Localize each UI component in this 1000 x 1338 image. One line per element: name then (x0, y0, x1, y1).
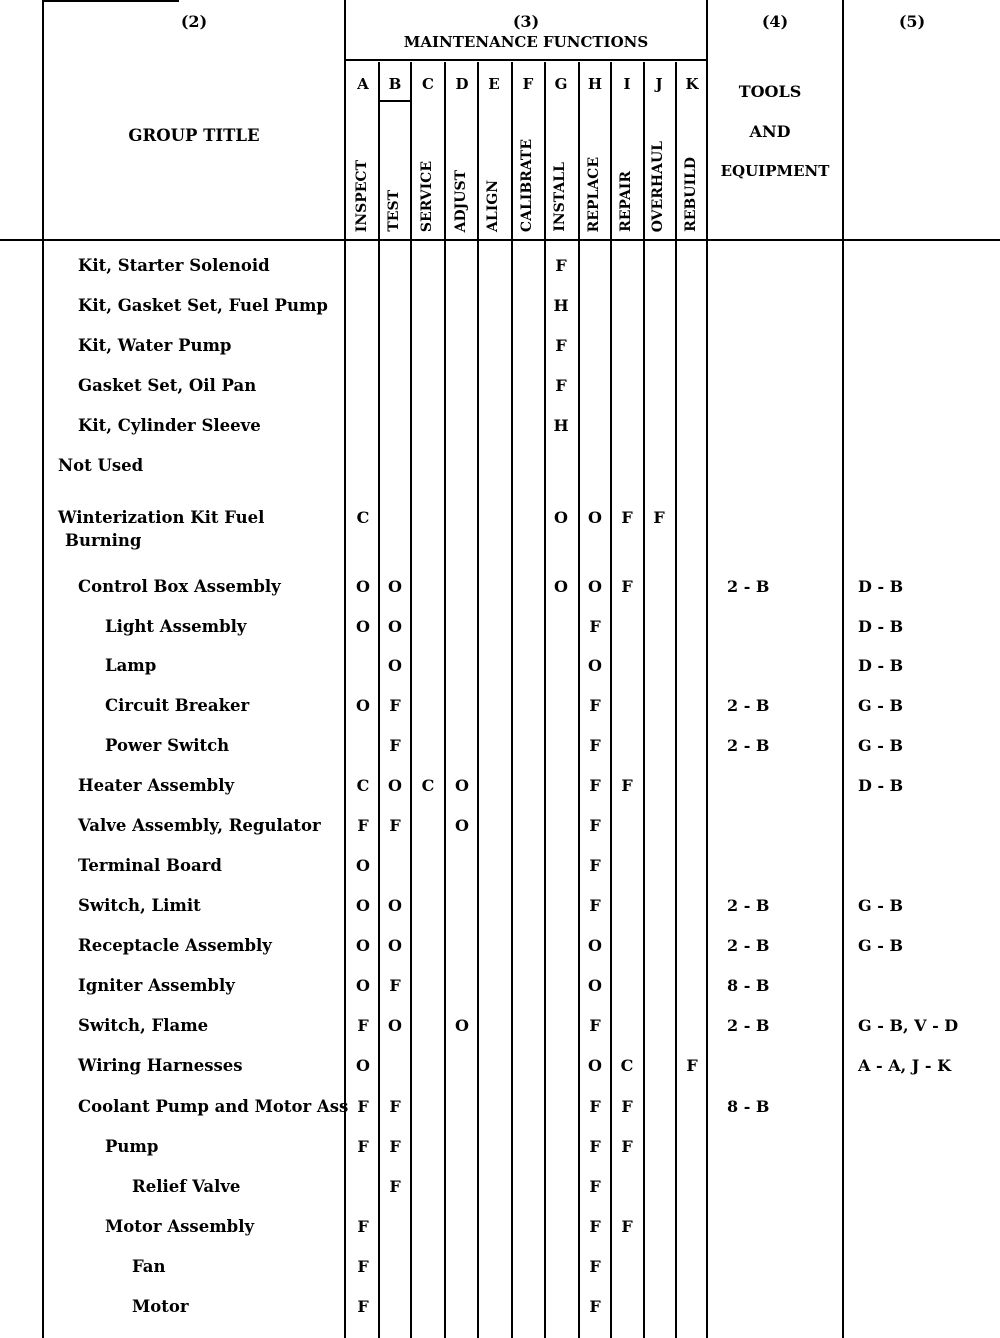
maintenance-code: F (389, 816, 401, 835)
col3-title: MAINTENANCE FUNCTIONS (403, 33, 649, 51)
maintenance-code: F (621, 577, 633, 596)
group-title: Lamp (105, 656, 157, 675)
maintenance-code: F (389, 1177, 401, 1196)
maintenance-code: F (389, 696, 401, 715)
function-name-repair: REPAIR (618, 171, 634, 232)
maintenance-code: O (356, 856, 370, 875)
tools-code: 2 - B (727, 1016, 770, 1035)
remarks-code: G - B (858, 696, 903, 715)
group-title: Valve Assembly, Regulator (78, 816, 321, 835)
function-letter: H (587, 75, 603, 93)
maintenance-code: O (356, 936, 370, 955)
maintenance-code: F (621, 1097, 633, 1116)
function-name-adjust: ADJUST (453, 169, 469, 232)
maintenance-code: O (588, 577, 602, 596)
remarks-code: A - A, J - K (858, 1056, 952, 1075)
maintenance-code: F (555, 336, 567, 355)
maintenance-code: F (389, 1137, 401, 1156)
group-title: Kit, Starter Solenoid (78, 256, 270, 275)
function-name-service: SERVICE (419, 160, 435, 232)
maintenance-code: F (357, 1016, 369, 1035)
col4-left-border (706, 0, 708, 1338)
group-title: Not Used (58, 456, 144, 475)
function-column-divider (643, 62, 645, 1338)
group-title: Terminal Board (78, 856, 222, 875)
col3-left-border (344, 0, 346, 1338)
maintenance-code: O (356, 1056, 370, 1075)
function-name-inspect: INSPECT (354, 159, 370, 232)
col4-title-line3: EQUIPMENT (720, 162, 830, 180)
maintenance-code: O (554, 508, 568, 527)
maintenance-code: O (356, 696, 370, 715)
maintenance-code: F (389, 976, 401, 995)
tools-code: 2 - B (727, 577, 770, 596)
group-title: Motor (132, 1297, 189, 1316)
function-name-rebuild: REBUILD (683, 157, 699, 232)
maintenance-code: F (589, 1257, 601, 1276)
group-title-continuation: Burning (65, 531, 142, 550)
maintenance-code: F (589, 1297, 601, 1316)
tools-code: 8 - B (727, 1097, 770, 1116)
maintenance-code: O (388, 896, 402, 915)
group-title: Motor Assembly (105, 1217, 255, 1236)
function-column-divider (444, 62, 446, 1338)
maintenance-code: F (589, 1097, 601, 1116)
remarks-code: D - B (858, 617, 904, 636)
group-title: Power Switch (105, 736, 230, 755)
maintenance-code: O (455, 816, 469, 835)
maintenance-code: O (588, 936, 602, 955)
maintenance-code: C (356, 508, 370, 527)
maintenance-code: O (455, 1016, 469, 1035)
group-title: Receptacle Assembly (78, 936, 272, 955)
maintenance-code: O (554, 577, 568, 596)
maintenance-code: F (589, 1217, 601, 1236)
group-title: Kit, Water Pump (78, 336, 232, 355)
col2-number: (2) (180, 12, 208, 31)
group-title: Pump (105, 1137, 159, 1156)
function-name-test: TEST (386, 190, 402, 232)
maintenance-code: O (388, 1016, 402, 1035)
col3-number: (3) (512, 12, 540, 31)
maintenance-code: F (621, 776, 633, 795)
top-rule-stub (42, 0, 179, 2)
maintenance-code: F (589, 1137, 601, 1156)
maintenance-code: F (389, 736, 401, 755)
col4-title-line2: AND (749, 122, 791, 141)
letter-row-rule (378, 100, 410, 102)
group-title: Kit, Cylinder Sleeve (78, 416, 261, 435)
maintenance-code: O (388, 776, 402, 795)
maintenance-code: F (357, 1217, 369, 1236)
function-letter: F (522, 75, 534, 93)
group-title: Kit, Gasket Set, Fuel Pump (78, 296, 328, 315)
maintenance-code: F (589, 896, 601, 915)
group-title: Heater Assembly (78, 776, 235, 795)
maintenance-code: C (620, 1056, 634, 1075)
maintenance-code: O (388, 617, 402, 636)
function-letter: E (488, 75, 500, 93)
function-column-divider (477, 62, 479, 1338)
maintenance-code: F (357, 1097, 369, 1116)
maintenance-code: F (589, 696, 601, 715)
group-title: Igniter Assembly (78, 976, 235, 995)
maintenance-code: F (589, 776, 601, 795)
maintenance-code: C (421, 776, 435, 795)
tools-code: 2 - B (727, 936, 770, 955)
maintenance-code: O (356, 976, 370, 995)
function-column-divider (511, 62, 513, 1338)
remarks-code: G - B, V - D (858, 1016, 959, 1035)
remarks-code: D - B (858, 577, 904, 596)
maintenance-code: O (356, 577, 370, 596)
maintenance-code: F (589, 1016, 601, 1035)
group-title: Wiring Harnesses (78, 1056, 243, 1075)
col2-left-border (42, 0, 44, 1338)
tools-code: 2 - B (727, 896, 770, 915)
col5-number: (5) (898, 12, 926, 31)
group-title: Relief Valve (132, 1177, 241, 1196)
maintenance-code: F (357, 1137, 369, 1156)
group-title: Gasket Set, Oil Pan (78, 376, 257, 395)
maintenance-code: H (553, 416, 569, 435)
maintenance-code: F (589, 856, 601, 875)
group-title: Circuit Breaker (105, 696, 250, 715)
remarks-code: G - B (858, 736, 903, 755)
maintenance-code: O (356, 617, 370, 636)
maintenance-code: O (356, 896, 370, 915)
maintenance-code: F (357, 1257, 369, 1276)
maintenance-code: F (589, 816, 601, 835)
function-letter: A (357, 75, 369, 93)
group-title: Switch, Limit (78, 896, 201, 915)
remarks-code: D - B (858, 776, 904, 795)
function-name-overhaul: OVERHAUL (650, 140, 666, 232)
maintenance-code: F (621, 1137, 633, 1156)
maintenance-code: O (388, 656, 402, 675)
maintenance-code: F (589, 617, 601, 636)
group-title: Switch, Flame (78, 1016, 209, 1035)
maintenance-code: F (357, 1297, 369, 1316)
function-letter: D (455, 75, 469, 93)
col4-title-line1: TOOLS (738, 82, 802, 101)
col2-title: GROUP TITLE (128, 126, 260, 145)
maintenance-subheader-rule (346, 59, 708, 61)
function-name-replace: REPLACE (586, 156, 602, 232)
tools-code: 2 - B (727, 696, 770, 715)
function-column-divider (675, 62, 677, 1338)
maintenance-code: O (588, 508, 602, 527)
group-title: Light Assembly (105, 617, 247, 636)
group-title: Control Box Assembly (78, 577, 281, 596)
maintenance-code: H (553, 296, 569, 315)
function-name-install: INSTALL (552, 162, 568, 232)
maintenance-code: F (686, 1056, 698, 1075)
function-letter: J (655, 75, 663, 93)
function-letter: C (422, 75, 434, 93)
col5-left-border (842, 0, 844, 1338)
maintenance-code: O (388, 577, 402, 596)
function-column-divider (410, 62, 412, 1338)
tools-code: 8 - B (727, 976, 770, 995)
maintenance-code: O (588, 1056, 602, 1075)
maintenance-code: O (588, 976, 602, 995)
col4-number: (4) (761, 12, 789, 31)
maintenance-code: F (389, 1097, 401, 1116)
function-letter: B (388, 75, 402, 93)
maintenance-code: F (621, 1217, 633, 1236)
maintenance-code: F (589, 1177, 601, 1196)
function-letter: K (685, 75, 699, 93)
maintenance-code: F (555, 256, 567, 275)
function-letter: G (554, 75, 568, 93)
group-title: Fan (132, 1257, 166, 1276)
function-letter: I (623, 75, 631, 93)
function-column-divider (544, 62, 546, 1338)
remarks-code: G - B (858, 896, 903, 915)
remarks-code: D - B (858, 656, 904, 675)
maintenance-code: F (555, 376, 567, 395)
function-name-align: ALIGN (485, 179, 501, 232)
maintenance-code: C (356, 776, 370, 795)
remarks-code: G - B (858, 936, 903, 955)
header-bottom-rule (0, 239, 1000, 241)
maintenance-code: F (589, 736, 601, 755)
function-name-calibrate: CALIBRATE (519, 138, 535, 232)
maintenance-code: O (588, 656, 602, 675)
group-title: Winterization Kit Fuel (58, 508, 265, 527)
maintenance-code: O (455, 776, 469, 795)
maintenance-code: F (653, 508, 665, 527)
maintenance-code: F (621, 508, 633, 527)
tools-code: 2 - B (727, 736, 770, 755)
maintenance-code: F (357, 816, 369, 835)
maintenance-code: O (388, 936, 402, 955)
group-title: Coolant Pump and Motor Ass (78, 1097, 349, 1116)
